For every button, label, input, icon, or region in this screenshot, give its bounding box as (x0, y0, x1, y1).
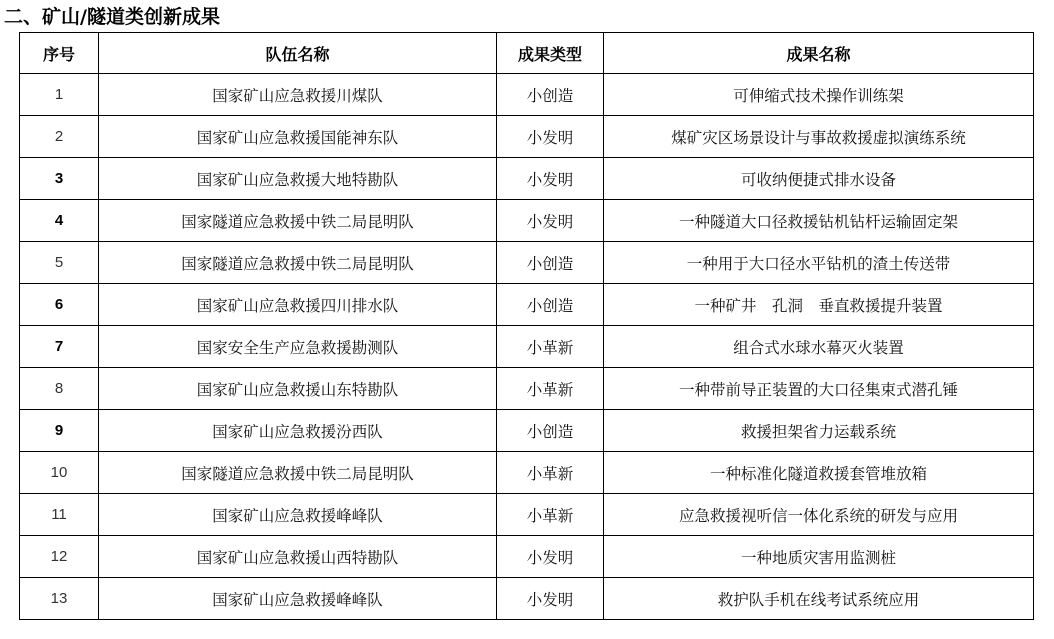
table-row (20, 116, 1034, 158)
table-row (20, 326, 1034, 368)
table-row (20, 200, 1034, 242)
result-name-cell: 救护队手机在线考试系统应用 (604, 578, 1034, 620)
header-row (20, 33, 1034, 74)
team-name-cell: 国家矿山应急救援大地特勘队 (99, 158, 497, 200)
result-name-cell: 一种带前导正装置的大口径集束式潜孔锤 (604, 368, 1034, 410)
team-name-cell: 国家矿山应急救援四川排水队 (99, 284, 497, 326)
serial-no-cell: 5 (20, 242, 99, 284)
table-row (20, 536, 1034, 578)
team-name-cell: 国家隧道应急救援中铁二局昆明队 (99, 242, 497, 284)
result-type-cell: 小发明 (497, 536, 604, 578)
result-type-cell: 小创造 (497, 410, 604, 452)
result-name-cell: 一种用于大口径水平钻机的渣土传送带 (604, 242, 1034, 284)
result-name-cell: 一种隧道大口径救援钻机钻杆运输固定架 (604, 200, 1034, 242)
header-result-name: 成果名称 (604, 33, 1034, 74)
serial-no-cell: 12 (20, 536, 99, 578)
result-type-cell: 小创造 (497, 74, 604, 116)
result-name-cell: 应急救援视听信一体化系统的研发与应用 (604, 494, 1034, 536)
result-type-cell: 小革新 (497, 326, 604, 368)
result-type-cell: 小发明 (497, 158, 604, 200)
table-row (20, 452, 1034, 494)
team-name-cell: 国家矿山应急救援川煤队 (99, 74, 497, 116)
serial-no-cell: 10 (20, 452, 99, 494)
result-type-cell: 小发明 (497, 200, 604, 242)
innovation-results-table (19, 32, 1034, 620)
serial-no-cell: 1 (20, 74, 99, 116)
table-row (20, 410, 1034, 452)
team-name-cell: 国家矿山应急救援汾西队 (99, 410, 497, 452)
team-name-cell: 国家矿山应急救援峰峰队 (99, 578, 497, 620)
serial-no-cell: 11 (20, 494, 99, 536)
result-type-cell: 小发明 (497, 578, 604, 620)
serial-no-cell: 13 (20, 578, 99, 620)
team-name-cell: 国家隧道应急救援中铁二局昆明队 (99, 200, 497, 242)
team-name-cell: 国家安全生产应急救援勘测队 (99, 326, 497, 368)
result-type-cell: 小创造 (497, 284, 604, 326)
header-result-type: 成果类型 (497, 33, 604, 74)
table-row (20, 158, 1034, 200)
result-name-cell: 可收纳便捷式排水设备 (604, 158, 1034, 200)
result-type-cell: 小发明 (497, 116, 604, 158)
serial-no-cell: 4 (20, 200, 99, 242)
result-name-cell: 一种标准化隧道救援套管堆放箱 (604, 452, 1034, 494)
result-name-cell: 一种矿井 孔洞 垂直救援提升装置 (604, 284, 1034, 326)
team-name-cell: 国家矿山应急救援山东特勘队 (99, 368, 497, 410)
table-row (20, 578, 1034, 620)
result-name-cell: 组合式水球水幕灭火装置 (604, 326, 1034, 368)
serial-no-cell: 2 (20, 116, 99, 158)
serial-no-cell: 8 (20, 368, 99, 410)
table-row (20, 368, 1034, 410)
serial-no-cell: 7 (20, 326, 99, 368)
team-name-cell: 国家矿山应急救援峰峰队 (99, 494, 497, 536)
serial-no-cell: 3 (20, 158, 99, 200)
serial-no-cell: 6 (20, 284, 99, 326)
table-row (20, 494, 1034, 536)
result-name-cell: 可伸缩式技术操作训练架 (604, 74, 1034, 116)
serial-no-cell: 9 (20, 410, 99, 452)
table-row (20, 74, 1034, 116)
team-name-cell: 国家矿山应急救援山西特勘队 (99, 536, 497, 578)
team-name-cell: 国家隧道应急救援中铁二局昆明队 (99, 452, 497, 494)
result-name-cell: 救援担架省力运载系统 (604, 410, 1034, 452)
section-title: 二、矿山/隧道类创新成果 (4, 6, 220, 28)
result-type-cell: 小创造 (497, 242, 604, 284)
header-serial-no: 序号 (20, 33, 99, 74)
result-name-cell: 煤矿灾区场景设计与事故救援虚拟演练系统 (604, 116, 1034, 158)
result-type-cell: 小革新 (497, 368, 604, 410)
result-name-cell: 一种地质灾害用监测桩 (604, 536, 1034, 578)
header-team-name: 队伍名称 (99, 33, 497, 74)
result-type-cell: 小革新 (497, 494, 604, 536)
table-row (20, 284, 1034, 326)
table-row (20, 242, 1034, 284)
result-type-cell: 小革新 (497, 452, 604, 494)
team-name-cell: 国家矿山应急救援国能神东队 (99, 116, 497, 158)
